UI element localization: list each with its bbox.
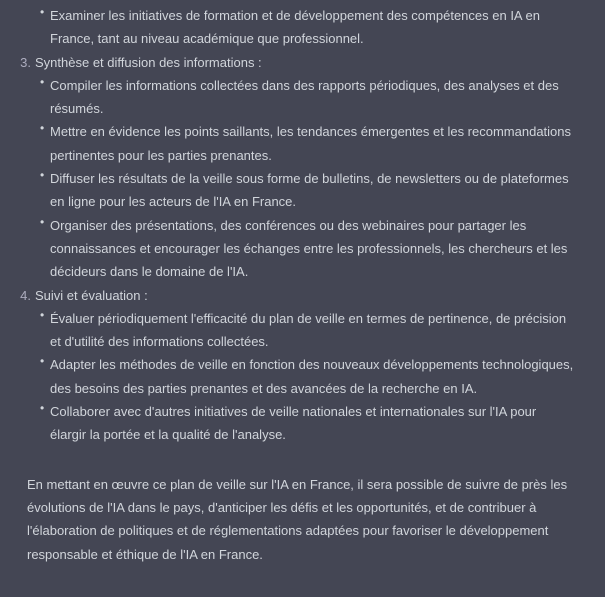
list-item-text: Mettre en évidence les points saillants, les tendances émergentes et les recommandations pertinentes pour les parties prenantes. [50,124,572,163]
bullet-icon [40,120,44,143]
sub-list [0,74,605,284]
section-number: 4. [20,287,31,303]
list-item [40,307,605,354]
plan-list [0,4,605,447]
bullet-icon [40,74,44,97]
section-title: Suivi et évaluation : [35,287,148,303]
conclusion-paragraph: En mettant en œuvre ce plan de veille sur l'IA en France, il sera possible de suivre de près les évolutions de l'IA dans le pays, d'anticiper les défis et les opportunités, et de contribuer à l'élaboration de politiques et de réglementations adaptées pour favoriser le développement responsable et éthique de l'IA en France. [27,476,568,562]
section-synthese [0,51,605,284]
list-item [40,120,605,167]
section-continuation [0,4,605,51]
list-item [40,400,605,447]
section-number: 3. [20,54,31,70]
bullet-icon [40,167,44,190]
list-item [40,214,605,284]
section-header [0,284,605,307]
list-item-text: Adapter les méthodes de veille en fonction des nouveaux développements technologiques, des besoins des parties prenantes et des avancées de la recherche en IA. [50,357,574,396]
list-item-text: Diffuser les résultats de la veille sous forme de bulletins, de newsletters ou de plateformes en ligne pour les acteurs de l'IA en France. [50,171,569,210]
list-item-text: Compiler les informations collectées dans des rapports périodiques, des analyses et des résumés. [50,77,559,117]
list-item [40,353,605,400]
list-item [40,167,605,214]
list-item-text: Collaborer avec d'autres initiatives de veille nationales et internationales sur l'IA pour élargir la portée et la qualité de l'analyse. [50,404,537,443]
list-item-text: Évaluer périodiquement l'efficacité du plan de veille en termes de pertinence, de précision et d'utilité des informations collectées. [50,310,567,350]
sub-list [0,4,605,51]
bullet-icon [40,353,44,376]
list-item [40,74,605,121]
list-item-text: Examiner les initiatives de formation et de développement des compétences en IA en France, tant au niveau académique que professionnel. [50,8,540,47]
section-suivi [0,284,605,447]
bullet-icon [40,400,44,423]
section-header [0,51,605,74]
bullet-icon [40,307,44,330]
bullet-icon [40,4,44,27]
list-item-text: Organiser des présentations, des conférences ou des webinaires pour partager les connaissances et encourager les échanges entre les professionnels, les chercheurs et les décideurs dans le domaine de l'IA. [50,217,568,280]
bullet-icon [40,214,44,237]
section-title: Synthèse et diffusion des informations : [35,54,262,70]
list-item [40,4,605,51]
sub-list [0,307,605,447]
